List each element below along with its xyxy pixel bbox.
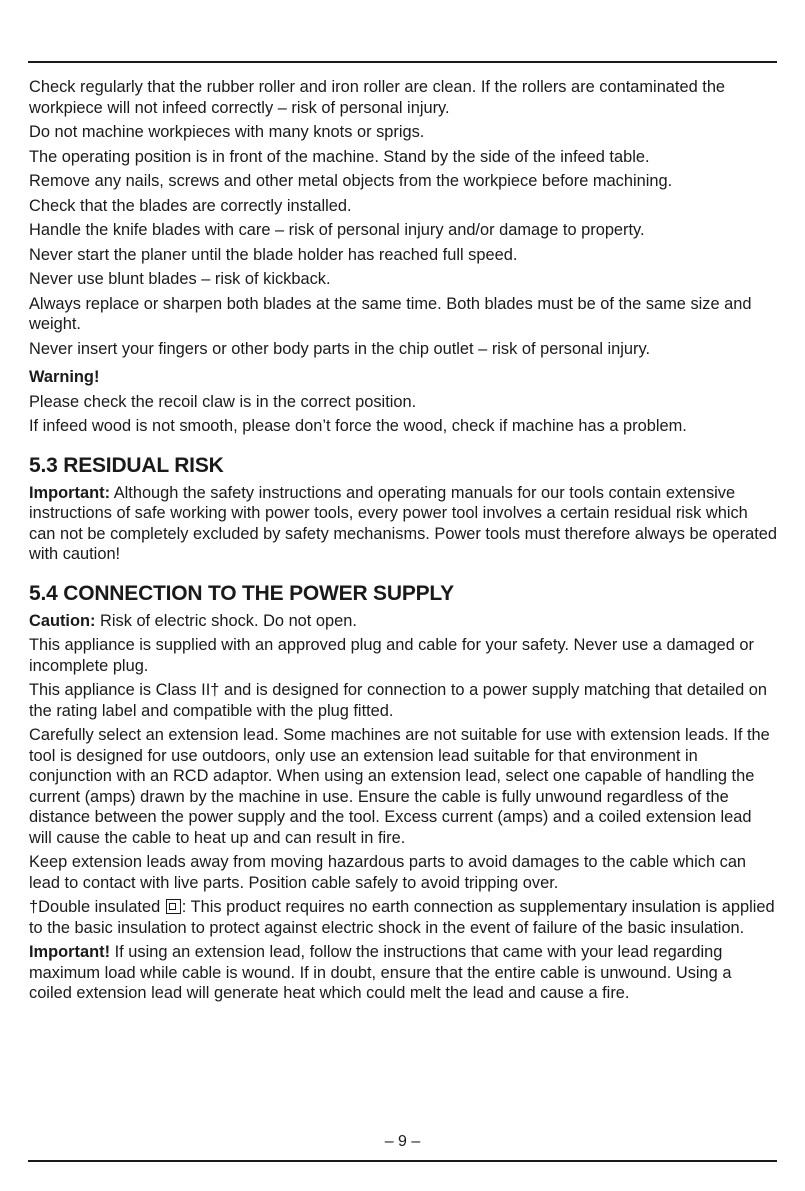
double-insulated-paragraph [29,897,777,938]
safety-instructions [29,77,777,437]
caution-text: Risk of electric shock. Do not open. [95,611,357,630]
residual-risk-heading: 5.3 RESIDUAL RISK [29,453,224,477]
top-rule [28,61,777,63]
bottom-rule [28,1160,777,1162]
safety-item: Never insert your fingers or other body parts in the chip outlet – risk of personal injury. [29,339,651,358]
double-insulated-prefix: †Double insulated [29,898,165,916]
caution-label: Caution: [29,611,96,630]
page-number: – 9 – [384,1133,421,1150]
power-supply-heading: 5.4 CONNECTION TO THE POWER SUPPLY [29,581,454,605]
warning-heading: Warning! [29,368,100,386]
caution-paragraph [29,611,777,632]
safety-item: Handle the knife blades with care – risk of personal injury and/or damage to property. [29,221,645,239]
important-paragraph [29,942,777,1004]
double-insulation-icon [166,899,181,914]
warning-item: Please check the recoil claw is in the correct position. [29,392,417,411]
class-ii-paragraph: This appliance is Class II† and is designed for connection to a power supply matching that detailed on the rating label and compatible with the plug fitted. [29,681,768,720]
safety-item: Check regularly that the rubber roller and iron roller are clean. If the rollers are contaminated the workpiece will not infeed correctly – risk of personal injury. [29,78,726,117]
safety-item: The operating position is in front of the machine. Stand by the side of the infeed table. [29,147,650,166]
safety-item: Remove any nails, screws and other metal objects from the workpiece before machining. [29,172,673,190]
safety-item: Never use blunt blades – risk of kickback. [29,270,331,288]
extension-lead-paragraph: Carefully select an extension lead. Some machines are not suitable for use with extension leads. If the tool is designed for use outdoors, only use an extension lead suitable for that environment in conjunction with an RCD adaptor. When using an extension lead, select one capable of handling the current (amps) drawn by the machine in use. Ensure the cable is fully unwound regardless of the distance between the power supply and the tool. Excess current (amps) and a coiled extension lead will cause the cable to heat up and can result in fire. [29,726,770,847]
safety-item: Never start the planer until the blade holder has reached full speed. [29,245,518,264]
important-text: If using an extension lead, follow the instructions that came with your lead regarding maximum load while cable is wound. If in doubt, ensure that the entire cable is unwound. Using a coiled extension lead will generate heat which could melt the lead and cause a fire. [29,943,732,1002]
double-insulated-text: : This product requires no earth connection as supplementary insulation is applied to the basic insulation to protect against electric shock in the event of failure of the basic insulation. [29,898,775,937]
residual-risk-paragraph [29,483,777,565]
important-label: Important: [29,483,111,502]
moving-parts-paragraph: Keep extension leads away from moving hazardous parts to avoid damages to the cable which can lead to contact with live parts. Position cable safely to avoid tripping over. [29,853,747,892]
safety-item: Always replace or sharpen both blades at the same time. Both blades must be of the same size and weight. [29,294,752,333]
important-label: Important! [29,943,111,961]
safety-item: Do not machine workpieces with many knots or sprigs. [29,123,425,141]
residual-risk-text: Although the safety instructions and operating manuals for our tools contain extensive instructions of safe working with power tools, every power tool involves a certain residual risk which can not be completely excluded by safety mechanisms. Power tools must therefore always be operated with caution! [29,483,777,563]
plug-paragraph: This appliance is supplied with an approved plug and cable for your safety. Never use a damaged or incomplete plug. [29,636,754,675]
safety-item: Check that the blades are correctly installed. [29,196,352,215]
page-content [29,77,777,1008]
warning-item: If infeed wood is not smooth, please don’t force the wood, check if machine has a problem. [29,417,687,435]
